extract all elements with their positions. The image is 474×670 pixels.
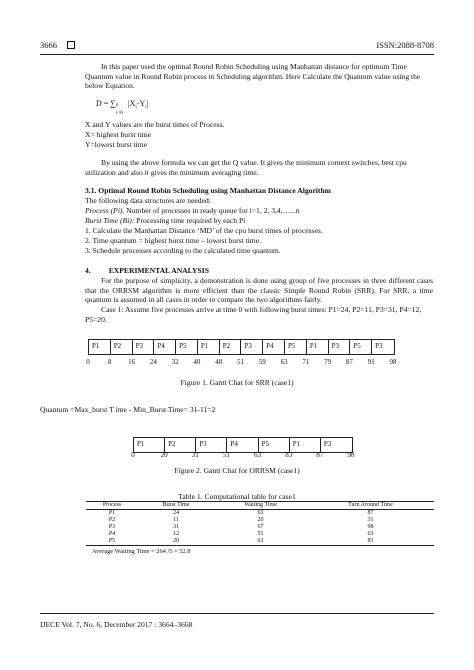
gantt-orrsm-ticks [131,451,355,461]
table-cell: 87 [367,510,374,516]
table-row [86,517,434,524]
table-cell: 11 [173,517,179,523]
section-heading-4 [85,266,433,276]
burst-definition [85,216,433,226]
page-number: 3666 [40,40,57,50]
gantt-cell: P3 [196,438,227,452]
gantt-tick-label: 98 [347,451,355,459]
process-label: Process (Pi). [85,206,125,215]
table-row [86,524,434,531]
table-cell: P3 [108,524,116,530]
gantt-cell: P3 [375,342,383,350]
step-2: 2. Time quantum = highest burst time – lowest burst time. [85,236,261,245]
issn: ISSN:2088-8708 [376,40,434,50]
page-header [40,40,434,54]
computational-table [86,501,434,546]
paragraph-2: By using the above formula we can get the Q value. It gives the minimum context switches, best cpu utilization and also it gives the minimum averaging time. [85,158,407,177]
table-cell: 31 [173,524,180,530]
table-cell: 12 [173,531,180,537]
gantt-tick-label: 8 [108,358,112,366]
square-icon [67,41,75,49]
table-cell: 20 [138,538,214,546]
header-rule [40,54,434,55]
variable-def-2: X= highest burst time [85,130,152,139]
burst-label: Burst Time (Bi): [85,216,135,225]
equation-rhs: |X [126,99,136,108]
gantt-tick-label: 0 [86,358,90,366]
table-cell: 20 [257,517,264,523]
gantt-tick-label: 32 [171,358,179,366]
footer-citation: IJECE Vol. 7, No. 6, December 2017 : 3664–3668 [40,620,193,629]
gantt-tick-label: 87 [316,451,324,459]
gantt-cell: P1 [134,438,165,452]
gantt-tick-label: 63 [254,451,262,459]
average-waiting-time: Average Waiting Time = 264 /5 = 52.8 [92,548,191,555]
gantt-cell: P2 [220,340,242,354]
footer-rule [40,613,434,614]
equation-sub: i=0 [116,111,123,116]
quantum-formula: Quantum =Max_burst T ime - Min_Burst Time= 31-11=2 [40,405,216,414]
equation-sup: n [116,103,119,108]
table-cell: 67 [257,524,264,530]
table-cell: 63 [367,531,374,537]
gantt-tick-label: 91 [367,358,375,366]
gantt-cell: P4 [154,340,176,354]
column-header: Waiting Time [214,502,307,510]
step-3: 3. Schedule processes according to the calculated time quantum. [85,246,281,255]
gantt-cell: P5 [259,438,290,452]
table-cell: P4 [108,531,116,537]
table-row [86,538,434,546]
table-cell: 63 [257,510,264,516]
gantt-tick-label: 20 [160,451,168,459]
section-4-title: EXPERIMENTAL ANALYSIS [108,266,209,275]
paragraph-3: For the purpose of simplicity, a demonstration is done using group of five processes in three different cases that the ORRSM algorithm is more efficient than the classic Simple Round Robin (SRR). For SRR, a time quantum is assumed in all cases in order to compare the two algorithms fairly. [85,276,433,305]
gantt-tick-label: 79 [324,358,332,366]
gantt-tick-label: 51 [222,451,230,459]
table-cell: 98 [367,524,374,530]
process-text: Number of processes in ready queue for i=1, 2, 3,4,…...n [124,206,300,215]
gantt-cell: P2 [165,438,196,452]
table-cell: 63 [214,538,307,546]
burst-text: Processing time required by each Pi [134,216,246,225]
process-definition [85,206,433,216]
sum-symbol: ∑ [110,99,116,108]
gantt-cell: P3 [329,340,351,354]
gantt-cell: P4 [227,438,258,452]
gantt-tick-label: 83 [285,451,293,459]
table-header-row [86,502,434,510]
step-1: 1. Calculate the Manhattan Distance ‘MD’ of the cpu burst times of processes. [85,226,323,235]
gantt-cell: P5 [176,340,198,354]
gantt-cell: P3 [133,340,155,354]
gantt-cell: P1 [307,340,329,354]
column-header: Process [86,502,138,510]
gantt-tick-label: 24 [149,358,157,366]
case-1-description: Case 1: Assume five processes arrive at time 0 with following burst times: P1=24, P2=11, P3=31, P4=12, P5=20. [85,305,422,324]
gantt-tick-label: 98 [389,358,397,366]
equation-yi: i [145,105,147,111]
table-row [86,510,434,518]
gantt-cell: P1 [198,340,220,354]
gantt-tick-label: 87 [345,358,353,366]
data-structures-intro: The following data structures are needed: [85,196,211,205]
figure-2-caption: Figure 2. Gantt Chat for ORRSM (case1) [174,466,300,475]
gantt-chart-srr [88,339,395,355]
paragraph-1: In this paper used the optimal Round Robin Scheduling using Manhattan distance for optimum Time Quantum value in Round Robin process in Scheduling algorithm. Here Calculate the Quantum value using the below Equation. [85,62,421,91]
gantt-tick-label: 71 [302,358,310,366]
equation-end: | [146,99,149,108]
variable-def-3: Y=lowest burst time [85,140,148,149]
gantt-cell: P3 [323,440,332,448]
gantt-tick-label: 40 [193,358,201,366]
gantt-cell: P4 [263,340,285,354]
table-cell: P2 [108,517,116,523]
gantt-cell: P5 [350,340,372,354]
section-heading-3-1: 3.1. Optimal Round Robin Scheduling using Manhattan Distance Algorithm [85,186,331,195]
gantt-tick-label: 59 [258,358,266,366]
variable-def-1: X and Y values are the burst times of Process. [85,120,225,129]
gantt-tick-label: 48 [215,358,223,366]
gantt-srr-ticks [86,358,397,368]
gantt-tick-label: 31 [191,451,199,459]
equation [96,99,444,116]
table-cell: P5 [86,538,138,546]
equation-mid: -Y [136,99,146,108]
page-number-group [40,40,75,50]
table-cell: 31 [367,517,374,523]
gantt-cell: P3 [241,340,263,354]
table-cell: 83 [307,538,434,546]
gantt-tick-label: 51 [237,358,244,366]
table-cell: 51 [257,531,264,537]
gantt-tick-label: 0 [131,451,135,459]
gantt-tick-label: 63 [280,358,288,366]
table-row [86,531,434,538]
gantt-cell: P1 [290,438,321,452]
column-header: Burst Time [138,502,214,510]
gantt-cell: P2 [111,340,133,354]
figure-1-caption: Figure 1. Gantt Chat for SRR (case1) [180,378,294,387]
table-cell: P1 [108,510,116,516]
gantt-cell: P5 [285,340,307,354]
equation-lhs: D = [96,99,111,108]
table-cell: 24 [173,510,180,516]
section-4-number: 4. [85,266,91,275]
equation-xi: i [135,105,137,111]
gantt-tick-label: 16 [128,358,136,366]
table-1-title: Table 1. Computational table for case1 [178,492,296,501]
gantt-cell: P1 [89,340,111,354]
column-header: Turn Around Time [307,502,434,510]
